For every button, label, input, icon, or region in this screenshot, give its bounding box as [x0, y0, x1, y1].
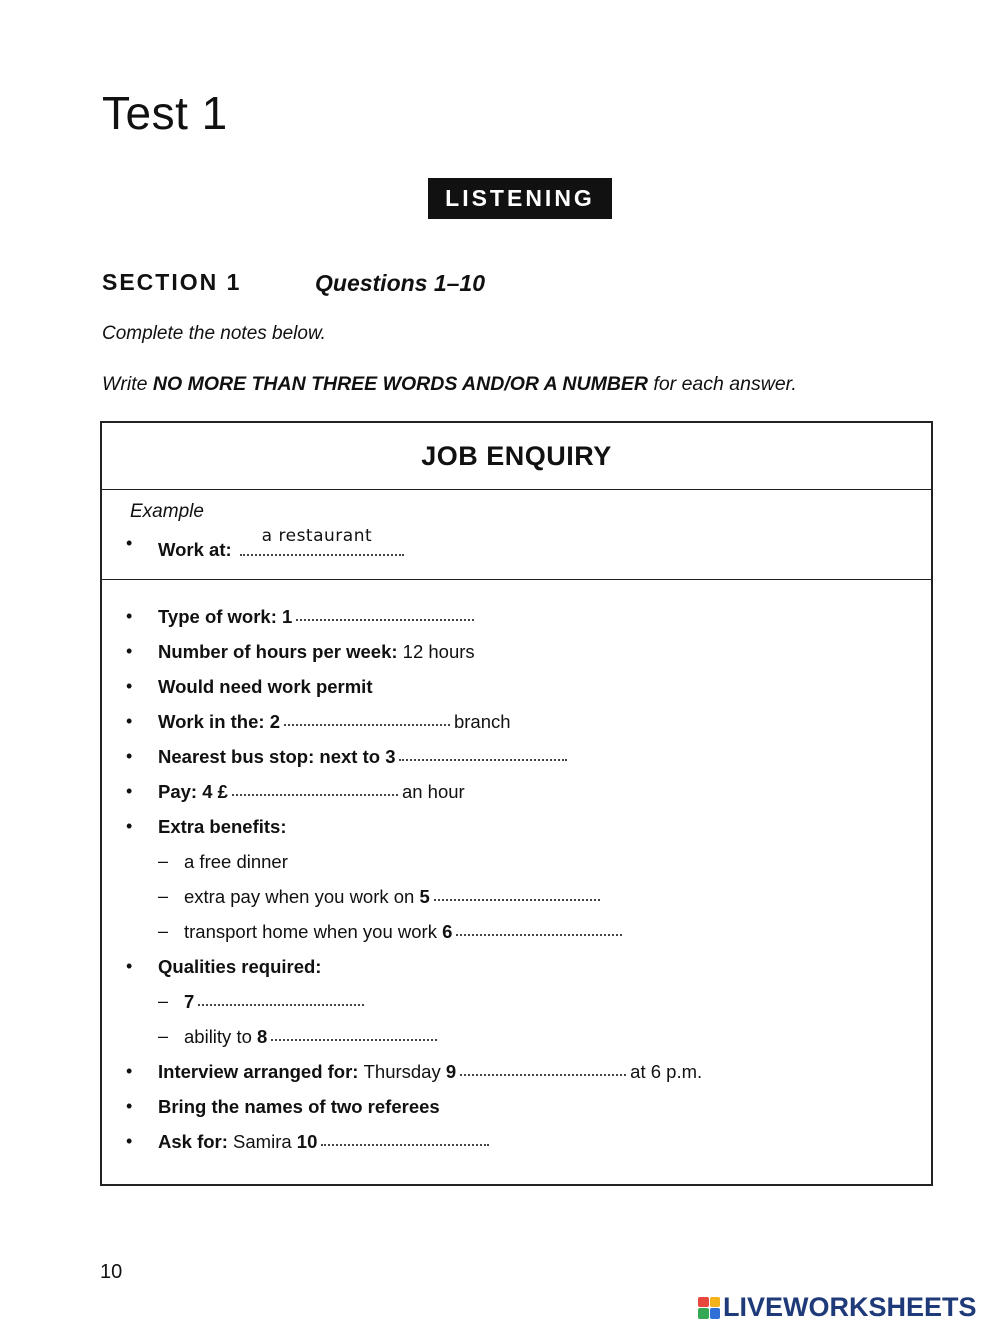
bullet-icon: •	[126, 1131, 133, 1151]
dash-icon: –	[158, 886, 169, 906]
item-quality-2	[184, 1026, 441, 1048]
bullet-icon: •	[126, 1096, 133, 1116]
item-label: Pay:	[158, 781, 198, 802]
currency-symbol: £	[217, 781, 228, 802]
questions-label: Questions 1–10	[315, 270, 486, 296]
item-permit	[158, 676, 372, 698]
bullet-icon: •	[126, 781, 133, 801]
item-quality-1	[184, 991, 368, 1013]
listening-badge: LISTENING	[428, 178, 612, 219]
page-number: 10	[100, 1261, 123, 1283]
question-number: 4	[202, 781, 213, 802]
dash-icon: –	[158, 991, 169, 1011]
item-label: Ask for:	[158, 1131, 228, 1152]
example-row	[102, 489, 931, 580]
item-benefit-3	[184, 921, 626, 943]
item-label: Number of hours per week:	[158, 641, 398, 662]
answer-blank-7[interactable]	[198, 1003, 364, 1006]
item-label: Work in the:	[158, 711, 265, 732]
item-bus-stop	[158, 746, 571, 768]
question-number: 3	[385, 746, 396, 767]
liveworksheets-mark-icon	[698, 1297, 720, 1319]
answer-blank-6[interactable]	[456, 933, 622, 936]
item-work-in	[158, 711, 511, 733]
question-number: 1	[282, 606, 293, 627]
answer-blank-8[interactable]	[271, 1038, 437, 1041]
bullet-icon: •	[126, 533, 133, 553]
item-label: Extra benefits:	[158, 816, 287, 837]
item-text: extra pay when you work on	[184, 886, 415, 907]
bullet-icon: •	[126, 676, 133, 696]
instruction-pre: Write	[102, 373, 153, 395]
section-label: SECTION 1	[102, 269, 242, 295]
example-item	[158, 526, 404, 561]
answer-blank-3[interactable]	[399, 758, 567, 761]
item-suffix: branch	[453, 711, 511, 732]
question-number: 2	[269, 711, 280, 732]
bullet-icon: •	[126, 816, 133, 836]
answer-blank-4[interactable]	[232, 793, 398, 796]
question-number: 7	[184, 991, 195, 1012]
item-hours	[158, 641, 475, 663]
dash-icon: –	[158, 921, 169, 941]
liveworksheets-logo	[698, 1292, 977, 1323]
example-answer-field	[240, 526, 404, 556]
answer-blank-1[interactable]	[296, 618, 474, 621]
item-value: Thursday	[363, 1061, 441, 1082]
item-text: transport home when you work	[184, 921, 437, 942]
item-label: Type of work:	[158, 606, 277, 627]
item-type-of-work	[158, 606, 478, 628]
item-qualities	[158, 956, 321, 978]
item-label: Nearest bus stop: next to	[158, 746, 381, 767]
box-title: JOB ENQUIRY	[102, 423, 931, 490]
example-label: Example	[130, 501, 204, 522]
item-interview	[158, 1061, 702, 1083]
example-answer: a restaurant	[261, 526, 373, 546]
instruction-post: for each answer.	[648, 373, 797, 395]
item-benefit-1	[184, 851, 288, 873]
bullet-icon: •	[126, 606, 133, 626]
answer-blank-9[interactable]	[460, 1073, 626, 1076]
question-number: 8	[257, 1026, 268, 1047]
item-ask-for	[158, 1131, 493, 1153]
bullet-icon: •	[126, 746, 133, 766]
item-suffix: an hour	[401, 781, 465, 802]
item-referees	[158, 1096, 440, 1118]
page-title: Test 1	[102, 87, 228, 139]
instruction-word-limit	[102, 373, 797, 396]
notes-box	[100, 421, 933, 1186]
answer-blank-10[interactable]	[321, 1143, 489, 1146]
item-label: Would need work permit	[158, 676, 373, 697]
question-number: 5	[419, 886, 430, 907]
question-number: 10	[296, 1131, 318, 1152]
bullet-icon: •	[126, 641, 133, 661]
item-label: Interview arranged for:	[158, 1061, 359, 1082]
item-pay	[158, 781, 465, 803]
dash-icon: –	[158, 1026, 169, 1046]
item-label: Qualities required:	[158, 956, 322, 977]
item-label: Bring the names of two referees	[158, 1096, 440, 1117]
answer-blank-2[interactable]	[284, 723, 450, 726]
brand-name: LIVEWORKSHEETS	[723, 1292, 977, 1322]
instruction-bold: NO MORE THAN THREE WORDS AND/OR A NUMBER	[152, 373, 648, 395]
question-number: 9	[445, 1061, 457, 1082]
item-text: a free dinner	[184, 851, 288, 872]
item-text: ability to	[184, 1026, 252, 1047]
item-value: 12 hours	[402, 641, 475, 662]
item-benefits	[158, 816, 287, 838]
dash-icon: –	[158, 851, 169, 871]
question-number: 6	[442, 921, 453, 942]
bullet-icon: •	[126, 1061, 133, 1081]
item-benefit-2	[184, 886, 604, 908]
bullet-icon: •	[126, 711, 133, 731]
instruction-complete: Complete the notes below.	[102, 323, 326, 344]
item-suffix: at 6 p.m.	[630, 1061, 703, 1082]
answer-blank-5[interactable]	[434, 898, 600, 901]
item-value: Samira	[233, 1131, 292, 1152]
example-key: Work at:	[158, 539, 232, 560]
bullet-icon: •	[126, 956, 133, 976]
